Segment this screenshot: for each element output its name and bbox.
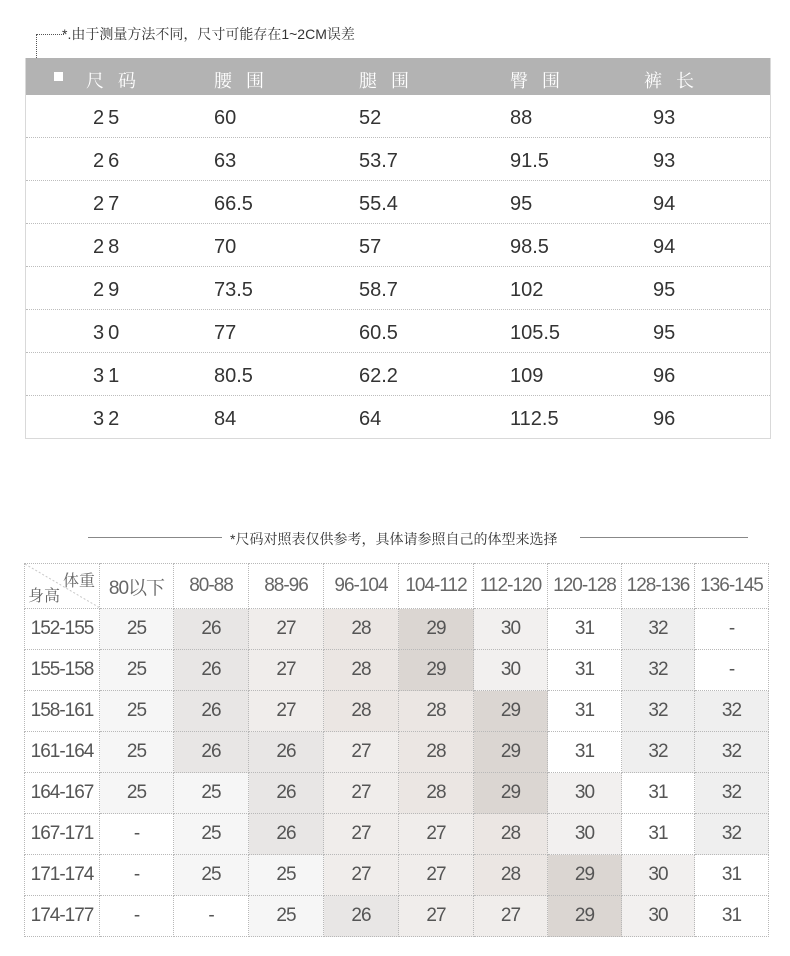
size-cell: 27 [399,855,474,896]
cell-length: 93 [653,107,676,129]
size-cell: - [695,650,769,691]
size-cell: 26 [174,732,249,773]
cell-size: 30 [93,322,124,344]
size-cell: 27 [324,855,399,896]
size-cell: 31 [548,609,622,650]
measurement-note: *.由于测量方法不同，尺寸可能存在1~2CM误差 [62,26,355,42]
table-row [25,814,769,855]
table-row [25,896,769,937]
cell-hip: 95 [510,193,533,215]
height-range-cell: 158-161 [25,691,100,732]
size-cell: 25 [100,650,174,691]
cell-thigh: 58.7 [359,279,398,301]
size-cell: 30 [548,773,622,814]
cell-size: 28 [93,236,124,258]
size-cell: 31 [695,855,769,896]
cell-size: 32 [93,408,124,430]
size-cell: 30 [474,650,548,691]
size-cell: 25 [100,691,174,732]
reference-table-body [25,609,769,937]
header-thigh: 腿围 [359,71,423,91]
size-cell: 25 [174,773,249,814]
corner-weight-label: 体重 [62,573,95,590]
size-cell: 27 [249,691,324,732]
size-cell: 31 [622,814,695,855]
table-row [26,266,770,309]
size-cell: 27 [474,896,548,937]
cell-size: 27 [93,193,124,215]
weight-header: 112-120 [474,564,548,609]
cell-thigh: 64 [359,408,382,430]
cell-thigh: 55.4 [359,193,398,215]
size-cell: 31 [695,896,769,937]
cell-length: 93 [653,150,676,172]
cell-waist: 73.5 [214,279,253,301]
size-cell: 26 [174,650,249,691]
cell-thigh: 60.5 [359,322,398,344]
size-cell: 30 [548,814,622,855]
table-row [26,95,770,137]
size-cell: 32 [622,691,695,732]
size-cell: 32 [622,732,695,773]
size-cell: 32 [695,773,769,814]
size-cell: 27 [324,814,399,855]
size-cell: 28 [474,814,548,855]
weight-header: 88-96 [249,564,324,609]
size-cell: 27 [249,650,324,691]
size-cell: 32 [695,732,769,773]
cell-hip: 88 [510,107,533,129]
size-cell: 28 [399,773,474,814]
corner-cell [25,564,100,609]
size-cell: 30 [622,896,695,937]
cell-waist: 80.5 [214,365,253,387]
table-row [26,223,770,266]
cell-thigh: 62.2 [359,365,398,387]
table-row [25,732,769,773]
reference-table-header [25,564,769,609]
table-row [26,352,770,395]
height-range-cell: 167-171 [25,814,100,855]
size-cell: 28 [474,855,548,896]
table-row [25,855,769,896]
cell-thigh: 57 [359,236,382,258]
size-cell: 30 [474,609,548,650]
table-row [25,650,769,691]
size-cell: 29 [548,896,622,937]
weight-header: 80以下 [100,564,174,609]
cell-waist: 70 [214,236,237,258]
size-cell: 26 [249,732,324,773]
size-cell: 31 [548,650,622,691]
cell-hip: 91.5 [510,150,549,172]
size-cell: 27 [324,732,399,773]
size-cell: 26 [324,896,399,937]
cell-length: 94 [653,236,676,258]
size-measurement-table [25,58,771,439]
cell-waist: 77 [214,322,237,344]
height-range-cell: 152-155 [25,609,100,650]
cell-hip: 105.5 [510,322,561,344]
header-hip: 臀围 [510,71,574,91]
size-cell: 31 [548,691,622,732]
size-cell: 28 [324,691,399,732]
size-cell: 26 [174,691,249,732]
cell-length: 94 [653,193,676,215]
cell-hip: 109 [510,365,544,387]
reference-table-title: *尺码对照表仅供参考，具体请参照自己的体型来选择 [230,531,558,547]
cell-thigh: 53.7 [359,150,398,172]
corner-height-label: 身高 [28,588,61,605]
cell-length: 96 [653,408,676,430]
size-cell: 28 [399,732,474,773]
size-cell: 25 [100,609,174,650]
table-row [25,691,769,732]
divider-line-right [580,537,748,538]
size-cell: - [100,814,174,855]
height-range-cell: 174-177 [25,896,100,937]
size-cell: 31 [622,773,695,814]
cell-hip: 102 [510,279,544,301]
size-cell: 25 [174,855,249,896]
size-cell: 32 [622,650,695,691]
size-reference-table [24,563,769,937]
table-row [26,180,770,223]
weight-header: 80-88 [174,564,249,609]
square-bullet-icon [54,72,63,81]
table-row [26,137,770,180]
weight-header: 104-112 [399,564,474,609]
size-cell: 29 [474,773,548,814]
table-row [26,395,770,438]
cell-size: 25 [93,107,124,129]
header-waist: 腰围 [214,71,278,91]
cell-hip: 98.5 [510,236,549,258]
size-cell: - [174,896,249,937]
divider-line-left [88,537,222,538]
cell-size: 26 [93,150,124,172]
table-row [25,609,769,650]
size-cell: 27 [249,609,324,650]
size-cell: 27 [399,814,474,855]
size-cell: 29 [474,691,548,732]
cell-size: 31 [93,365,124,387]
size-cell: 32 [695,814,769,855]
size-cell: 26 [174,609,249,650]
cell-length: 96 [653,365,676,387]
header-length: 裤长 [644,71,708,91]
cell-waist: 84 [214,408,237,430]
height-range-cell: 161-164 [25,732,100,773]
weight-header: 120-128 [548,564,622,609]
size-cell: 29 [399,609,474,650]
size-cell: 28 [399,691,474,732]
height-range-cell: 155-158 [25,650,100,691]
size-cell: 27 [324,773,399,814]
cell-waist: 60 [214,107,237,129]
size-cell: 25 [174,814,249,855]
size-cell: 25 [100,732,174,773]
height-range-cell: 164-167 [25,773,100,814]
cell-length: 95 [653,322,676,344]
size-cell: - [695,609,769,650]
size-cell: 25 [100,773,174,814]
cell-length: 95 [653,279,676,301]
size-cell: 31 [548,732,622,773]
header-size: 尺码 [86,71,150,91]
size-cell: 30 [622,855,695,896]
table-row [25,773,769,814]
weight-header: 128-136 [622,564,695,609]
size-cell: - [100,855,174,896]
cell-waist: 63 [214,150,237,172]
size-table-header [26,58,770,95]
size-cell: 27 [399,896,474,937]
cell-waist: 66.5 [214,193,253,215]
size-cell: 25 [249,855,324,896]
size-cell: 28 [324,609,399,650]
size-cell: 29 [474,732,548,773]
size-cell: 32 [695,691,769,732]
size-cell: 26 [249,773,324,814]
cell-size: 29 [93,279,124,301]
cell-thigh: 52 [359,107,382,129]
weight-header: 136-145 [695,564,769,609]
size-table-body [26,95,770,438]
size-cell: 28 [324,650,399,691]
size-cell: 29 [548,855,622,896]
size-cell: 25 [249,896,324,937]
table-row [26,309,770,352]
height-range-cell: 171-174 [25,855,100,896]
size-cell: 32 [622,609,695,650]
cell-hip: 112.5 [510,408,559,430]
weight-header: 96-104 [324,564,399,609]
size-cell: 29 [399,650,474,691]
size-cell: 26 [249,814,324,855]
size-cell: - [100,896,174,937]
